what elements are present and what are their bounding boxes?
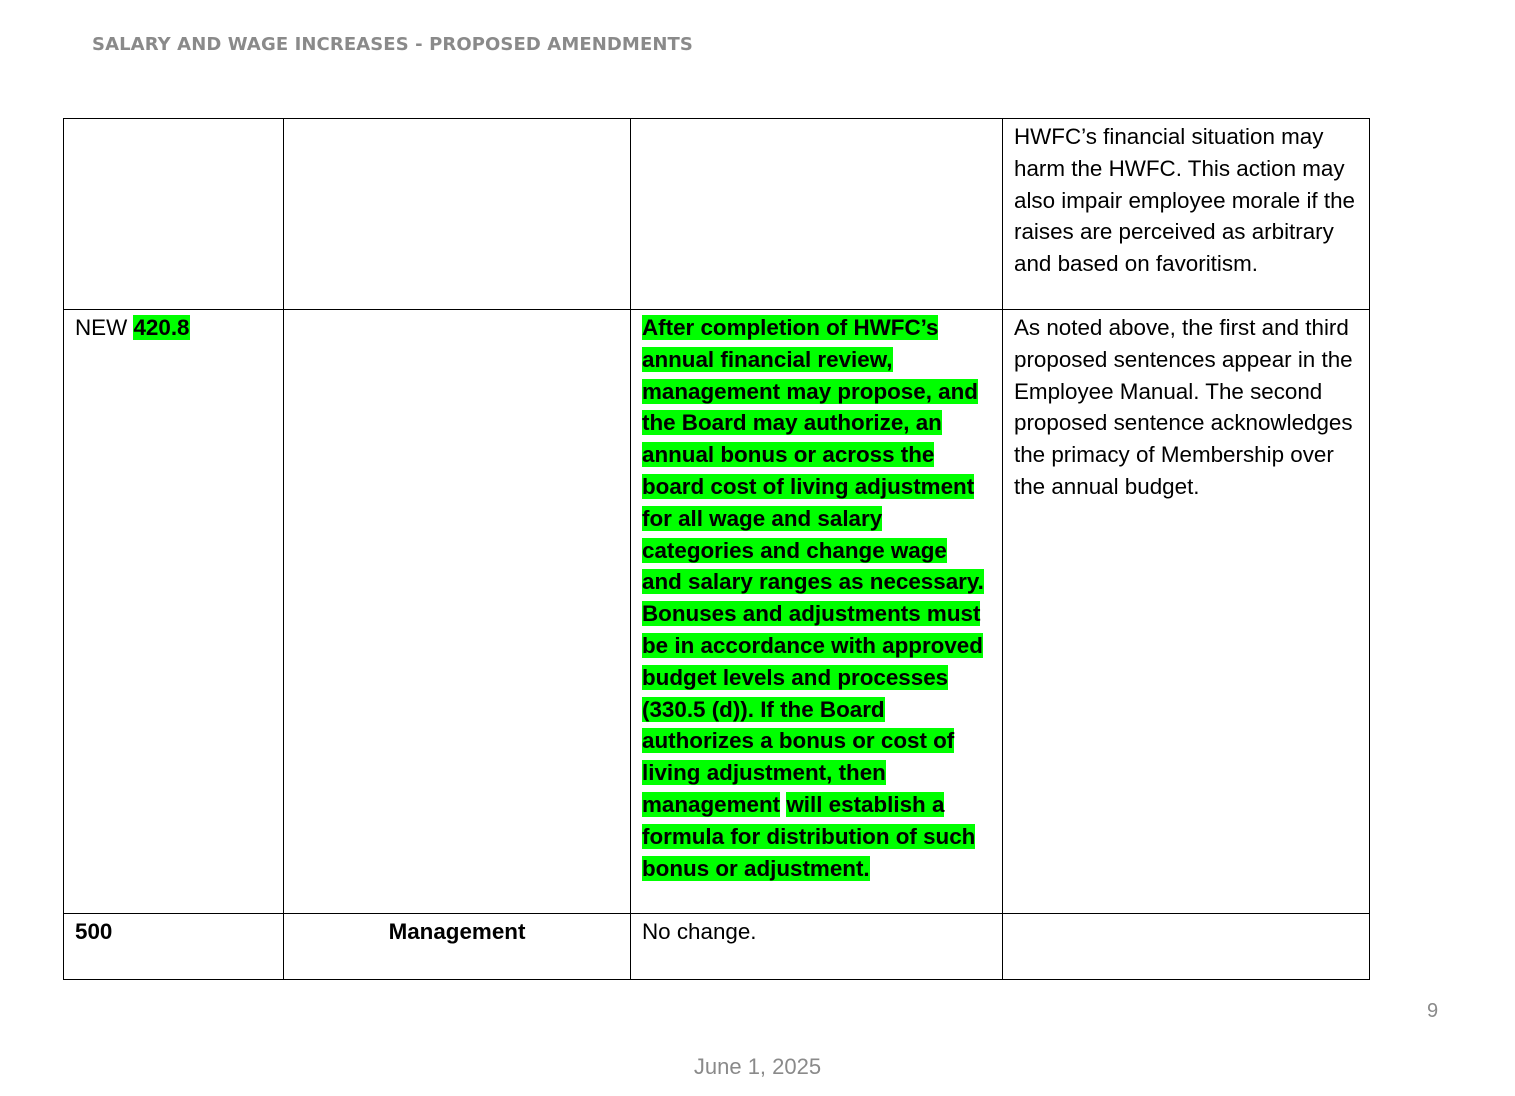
- page-header-title: SALARY AND WAGE INCREASES - PROPOSED AMENDMENTS: [92, 34, 693, 55]
- footer-date: June 1, 2025: [693, 1054, 822, 1079]
- proposed-cell: [631, 119, 1003, 310]
- proposed-cell: No change.: [631, 914, 1003, 980]
- table-row: [64, 914, 1370, 980]
- rationale-cell: HWFC’s financial situation may harm the HWFC. This action may also impair employee morale if the raises are perceived as arbitrary and based on favoritism.: [1003, 119, 1370, 310]
- rationale-cell: As noted above, the first and third proposed sentences appear in the Employee Manual. The second proposed sentence acknowledges the primacy of Membership over the annual budget.: [1003, 310, 1370, 914]
- section-cell: [64, 310, 284, 914]
- section-cell: [64, 119, 284, 310]
- table-row: [64, 119, 1370, 310]
- section-prefix: NEW: [75, 315, 134, 340]
- table-row: [64, 310, 1370, 914]
- heading-cell: Management: [284, 914, 631, 980]
- rationale-cell: [1003, 914, 1370, 980]
- section-number: 420.8: [133, 315, 190, 340]
- proposed-cell: [631, 310, 1003, 914]
- heading-cell: [284, 310, 631, 914]
- page-number: 9: [1427, 1000, 1439, 1022]
- amendments-table: [63, 118, 1370, 980]
- proposed-text-part1: After completion of HWFC’s annual financial review, management may propose, and the Board may authorize, an annual bonus or across the board cost of living adjustment for all wage and salary categories and change wage and salary ranges as necessary. Bonuses and adjustments must be in accordance with approved budget levels and processes (330.5 (d)). If the Board authorizes a bonus or cost of living adjustment, then management: [642, 315, 984, 817]
- heading-cell: [284, 119, 631, 310]
- section-cell: 500: [64, 914, 284, 980]
- proposed-text-part2: will establish a formula for distribution of such bonus or adjustment.: [642, 791, 976, 881]
